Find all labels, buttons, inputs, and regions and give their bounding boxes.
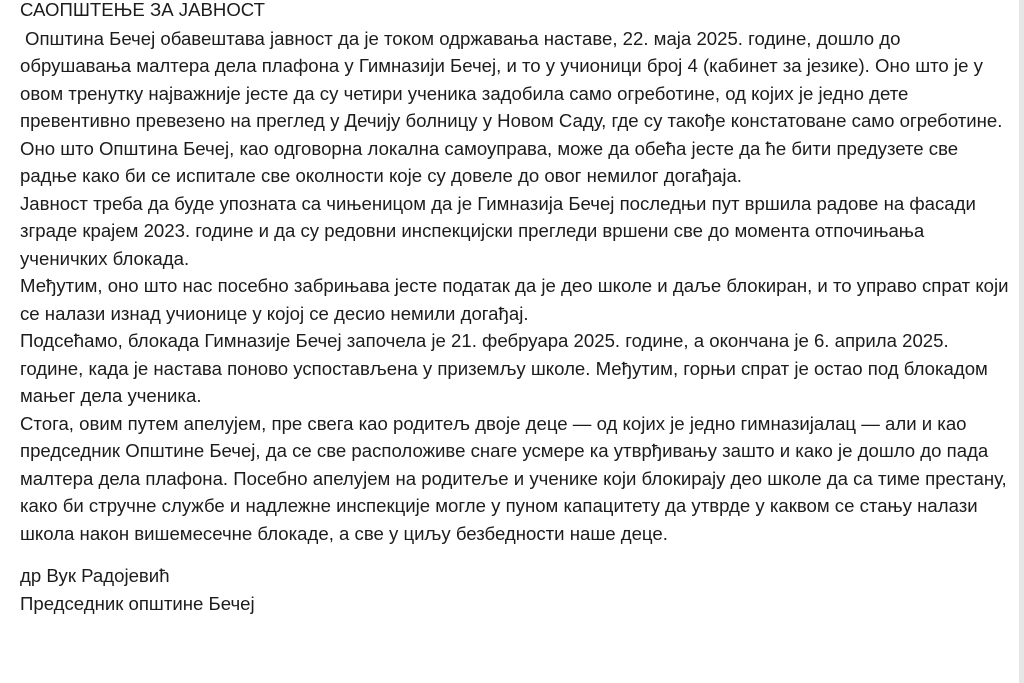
- paragraph-blockade-concern: Међутим, оно што нас посебно забрињава јесте податак да је део школе и даље блокиран, и то управо спрат који се налази изнад учионице у којој се десио немили догађај.: [20, 275, 1009, 324]
- page-title: САОПШТЕЊЕ ЗА ЈАВНОСТ: [20, 0, 265, 20]
- paragraph-incident: Општина Бечеј обавештава јавност да је током одржавања наставе, 22. маја 2025. године, дошло до обрушавања малтера дела плафона у Гимназији Бечеј, и то у учионици број 4 (кабинет за језике). Оно што је у овом тренутку најважније јесте да су четири ученика задобила само огреботине, од којих је једно дете превентивно превезено на преглед у Дечију болницу у Новом Саду, где су такође констатоване само огреботине. Оно што Општина Бечеј, као одговорна локална самоуправа, може да обећа јесте да ће бити предузете све радње како би се испитале све околности које су довеле до овог немилог догађаја.: [20, 27, 1003, 186]
- press-release: [20, 0, 1010, 617]
- paragraph-blockade-timeline: Подсећамо, блокада Гимназије Бечеј започела је 21. фебруара 2025. године, а окончана је 6. априла 2025. године, када је настава поново успостављена у приземљу школе. Међутим, горњи спрат је остао под блокадом мањег дела ученика.: [20, 330, 988, 406]
- signature-name: др Вук Радојевић: [20, 565, 170, 586]
- scrollbar-track[interactable]: [1019, 0, 1024, 683]
- paragraph-appeal: Стога, овим путем апелујем, пре свега као родитељ двоје деце — од којих је једно гимназијалац — али и као председник Општине Бечеј, да се све расположиве снаге усмере ка утврђивању зашто и како је дошло до пада малтера дела плафона. Посебно апелујем на родитеље и ученике који блокирају део школе да са тиме престану, како би стручне службе и надлежне инспекције могле у пуном капацитету да утврде у каквом се стању налази школа након вишемесечне блокаде, а све у циљу безбедности наше деце.: [20, 412, 1007, 544]
- paragraph-inspections: Јавност треба да буде упозната са чињеницом да је Гимназија Бечеј последњи пут вршила радове на фасади зграде крајем 2023. године и да су редовни инспекцијски прегледи вршени све до момента отпочињања ученичких блокада.: [20, 192, 976, 269]
- signature-block: [20, 562, 1010, 617]
- press-release-body: [20, 25, 1010, 548]
- signature-title: Председник општине Бечеј: [20, 592, 255, 614]
